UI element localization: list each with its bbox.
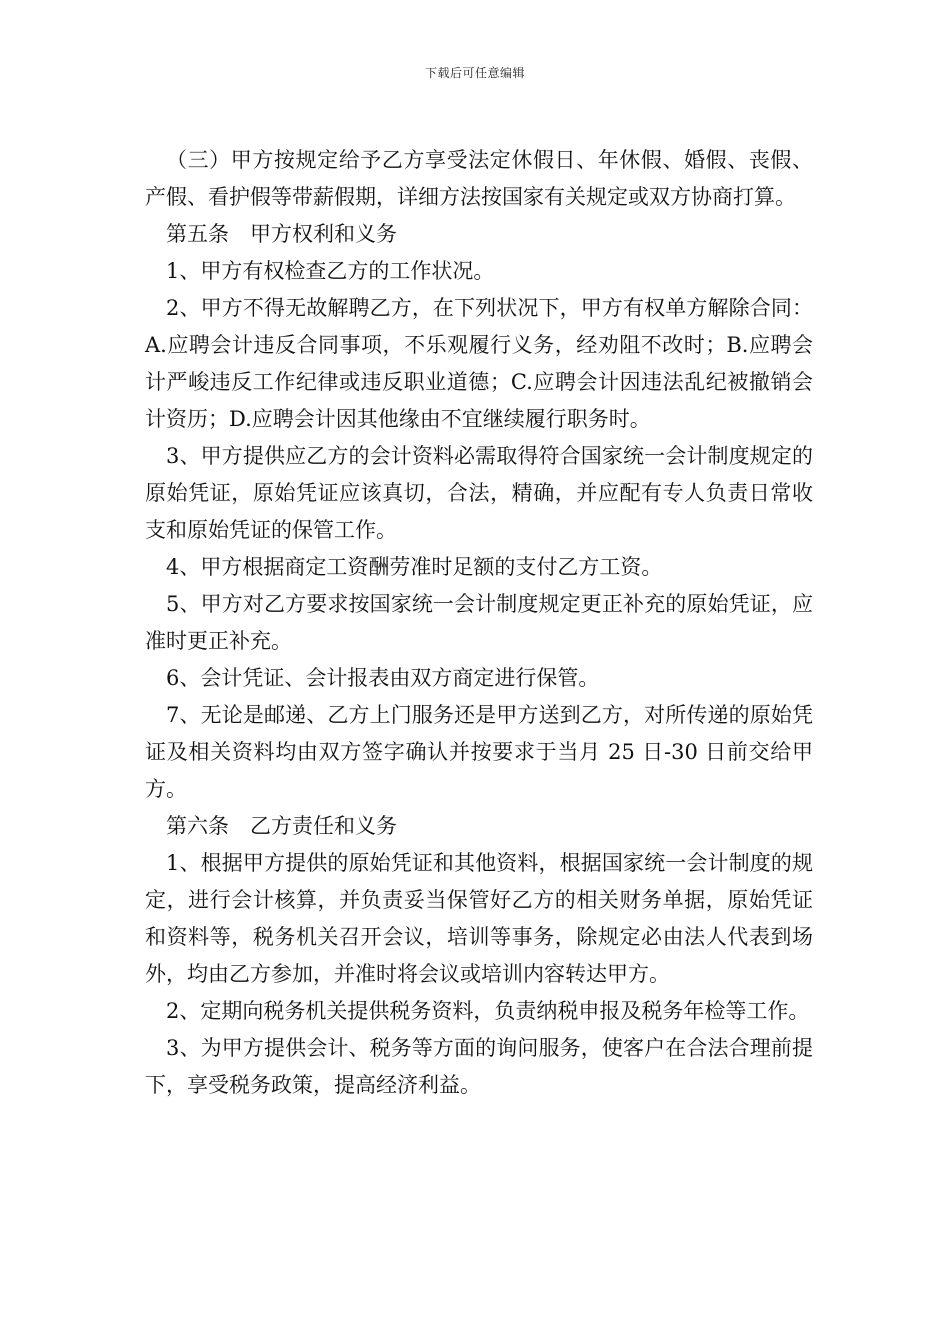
article-5-item-4: 4、甲方根据商定工资酬劳准时足额的支付乙方工资。 xyxy=(166,555,663,579)
article-5-heading: 第五条 甲方权利和义务 xyxy=(166,222,397,246)
article-5-item-2: 2、甲方不得无故解聘乙方，在下列状况下，甲方有权单方解除合同：A.应聘会计违反合同事项，不乐观履行义务，经劝阻不改时；B.应聘会计严峻违反工作纪律或违反职业道德；C.应聘会计因违法乱纪被撤销会计资历；D.应聘会计因其他缘由不宜继续履行职务时。 xyxy=(145,296,813,431)
article-5-item-1: 1、甲方有权检查乙方的工作状况。 xyxy=(166,259,495,283)
article-6-heading: 第六条 乙方责任和义务 xyxy=(166,814,397,838)
article-6-item-1: 1、根据甲方提供的原始凭证和其他资料，根据国家统一会计制度的规定，进行会计核算，并负责妥当保管好乙方的相关财务单据，原始凭证和资料等，税务机关召开会议，培训等事务，除规定必由法人代表到场外，均由乙方参加，并准时将会议或培训内容转达甲方。 xyxy=(145,851,813,986)
article-5-item-3: 3、甲方提供应乙方的会计资料必需取得符合国家统一会计制度规定的原始凭证，原始凭证应该真切，合法，精确，并应配有专人负责日常收支和原始凭证的保管工作。 xyxy=(145,444,813,542)
article-6-item-2: 2、定期向税务机关提供税务资料，负责纳税申报及税务年检等工作。 xyxy=(166,999,810,1023)
article-5-item-5: 5、甲方对乙方要求按国家统一会计制度规定更正补充的原始凭证，应准时更正补充。 xyxy=(145,592,813,653)
article-5-item-6: 6、会计凭证、会计报表由双方商定进行保管。 xyxy=(166,666,600,690)
paragraph-holidays: （三）甲方按规定给予乙方享受法定休假日、年休假、婚假、丧假、产假、看护假等带薪假期，详细方法按国家有关规定或双方协商打算。 xyxy=(145,148,813,209)
page-header: 下载后可任意编辑 xyxy=(424,66,525,80)
document-body xyxy=(145,142,813,1104)
article-5-item-7: 7、无论是邮递、乙方上门服务还是甲方送到乙方，对所传递的原始凭证及相关资料均由双方签字确认并按要求于当月 25 日-30 日前交给甲方。 xyxy=(145,703,813,801)
article-6-item-3: 3、为甲方提供会计、税务等方面的询问服务，使客户在合法合理前提下，享受税务政策，提高经济利益。 xyxy=(145,1036,813,1097)
